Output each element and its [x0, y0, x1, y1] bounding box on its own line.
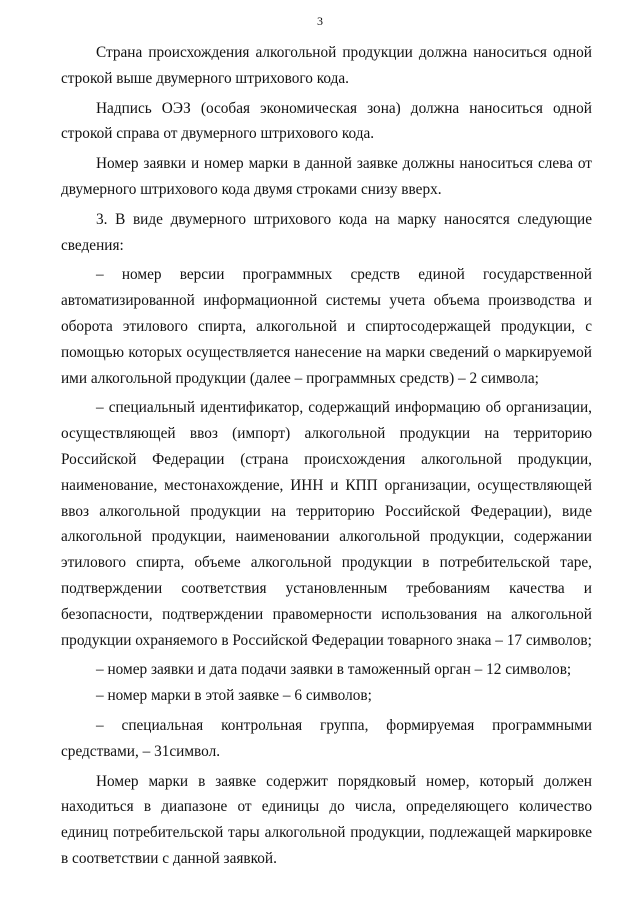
list-item-control-group: – специальная контрольная группа, формируемая программными средствами, – 31символ.: [61, 716, 592, 760]
paragraph-country-of-origin: Страна происхождения алкогольной продукции должна наноситься одной строкой выше двумерного штрихового кода.: [61, 44, 592, 87]
list-item-software-version: – номер версии программных средств единой государственной автоматизированной информационной системы учета объема производства и оборота этилового спирта, алкогольной и спиртосодержащей продукции, с помощью которых осуществляется нанесение на марки сведений о маркируемой ими алкогольной продукции (далее – программных средств) – 2 символа;: [61, 266, 592, 387]
paragraph-oez-label: Надпись ОЭЗ (особая экономическая зона) должна наноситься одной строкой справа от двумерного штрихового кода.: [61, 99, 592, 143]
list-item-stamp-number: – номер марки в этой заявке – 6 символов;: [96, 687, 372, 705]
paragraph-stamp-number-range: Номер марки в заявке содержит порядковый номер, который должен находиться в диапазоне от единицы до числа, определяющего количество единиц потребительской тары алкогольной продукции, подлежащей маркировке в соответствии с данной заявкой.: [61, 772, 592, 867]
paragraph-section-3-intro: 3. В виде двумерного штрихового кода на марку наносятся следующие сведения:: [61, 210, 592, 254]
list-item-application-date: – номер заявки и дата подачи заявки в таможенный орган – 12 символов;: [96, 661, 572, 679]
document-body: [61, 40, 592, 876]
page-number: 3: [317, 14, 323, 28]
list-item-special-identifier: – специальный идентификатор, содержащий информацию об организации, осуществляющей ввоз (импорт) алкогольной продукции на территорию Российской Федерации (страна происхождения алкогольной продукции, наименование, местонахождение, ИНН и КПП организации, осуществляющей ввоз алкогольной продукции на территорию Российской Федерации), виде алкогольной продукции, наименовании алкогольной продукции, содержании этилового спирта, объеме алкогольной продукции в потребительской таре, подтверждении соответствия установленным требованиям качества и безопасности, подтверждении правомерности использования на алкогольной продукции охраняемого в Российской Федерации товарного знака – 17 символов;: [61, 399, 592, 649]
paragraph-application-number: Номер заявки и номер марки в данной заявке должны наноситься слева от двумерного штрихового кода двумя строками снизу вверх.: [61, 155, 592, 198]
